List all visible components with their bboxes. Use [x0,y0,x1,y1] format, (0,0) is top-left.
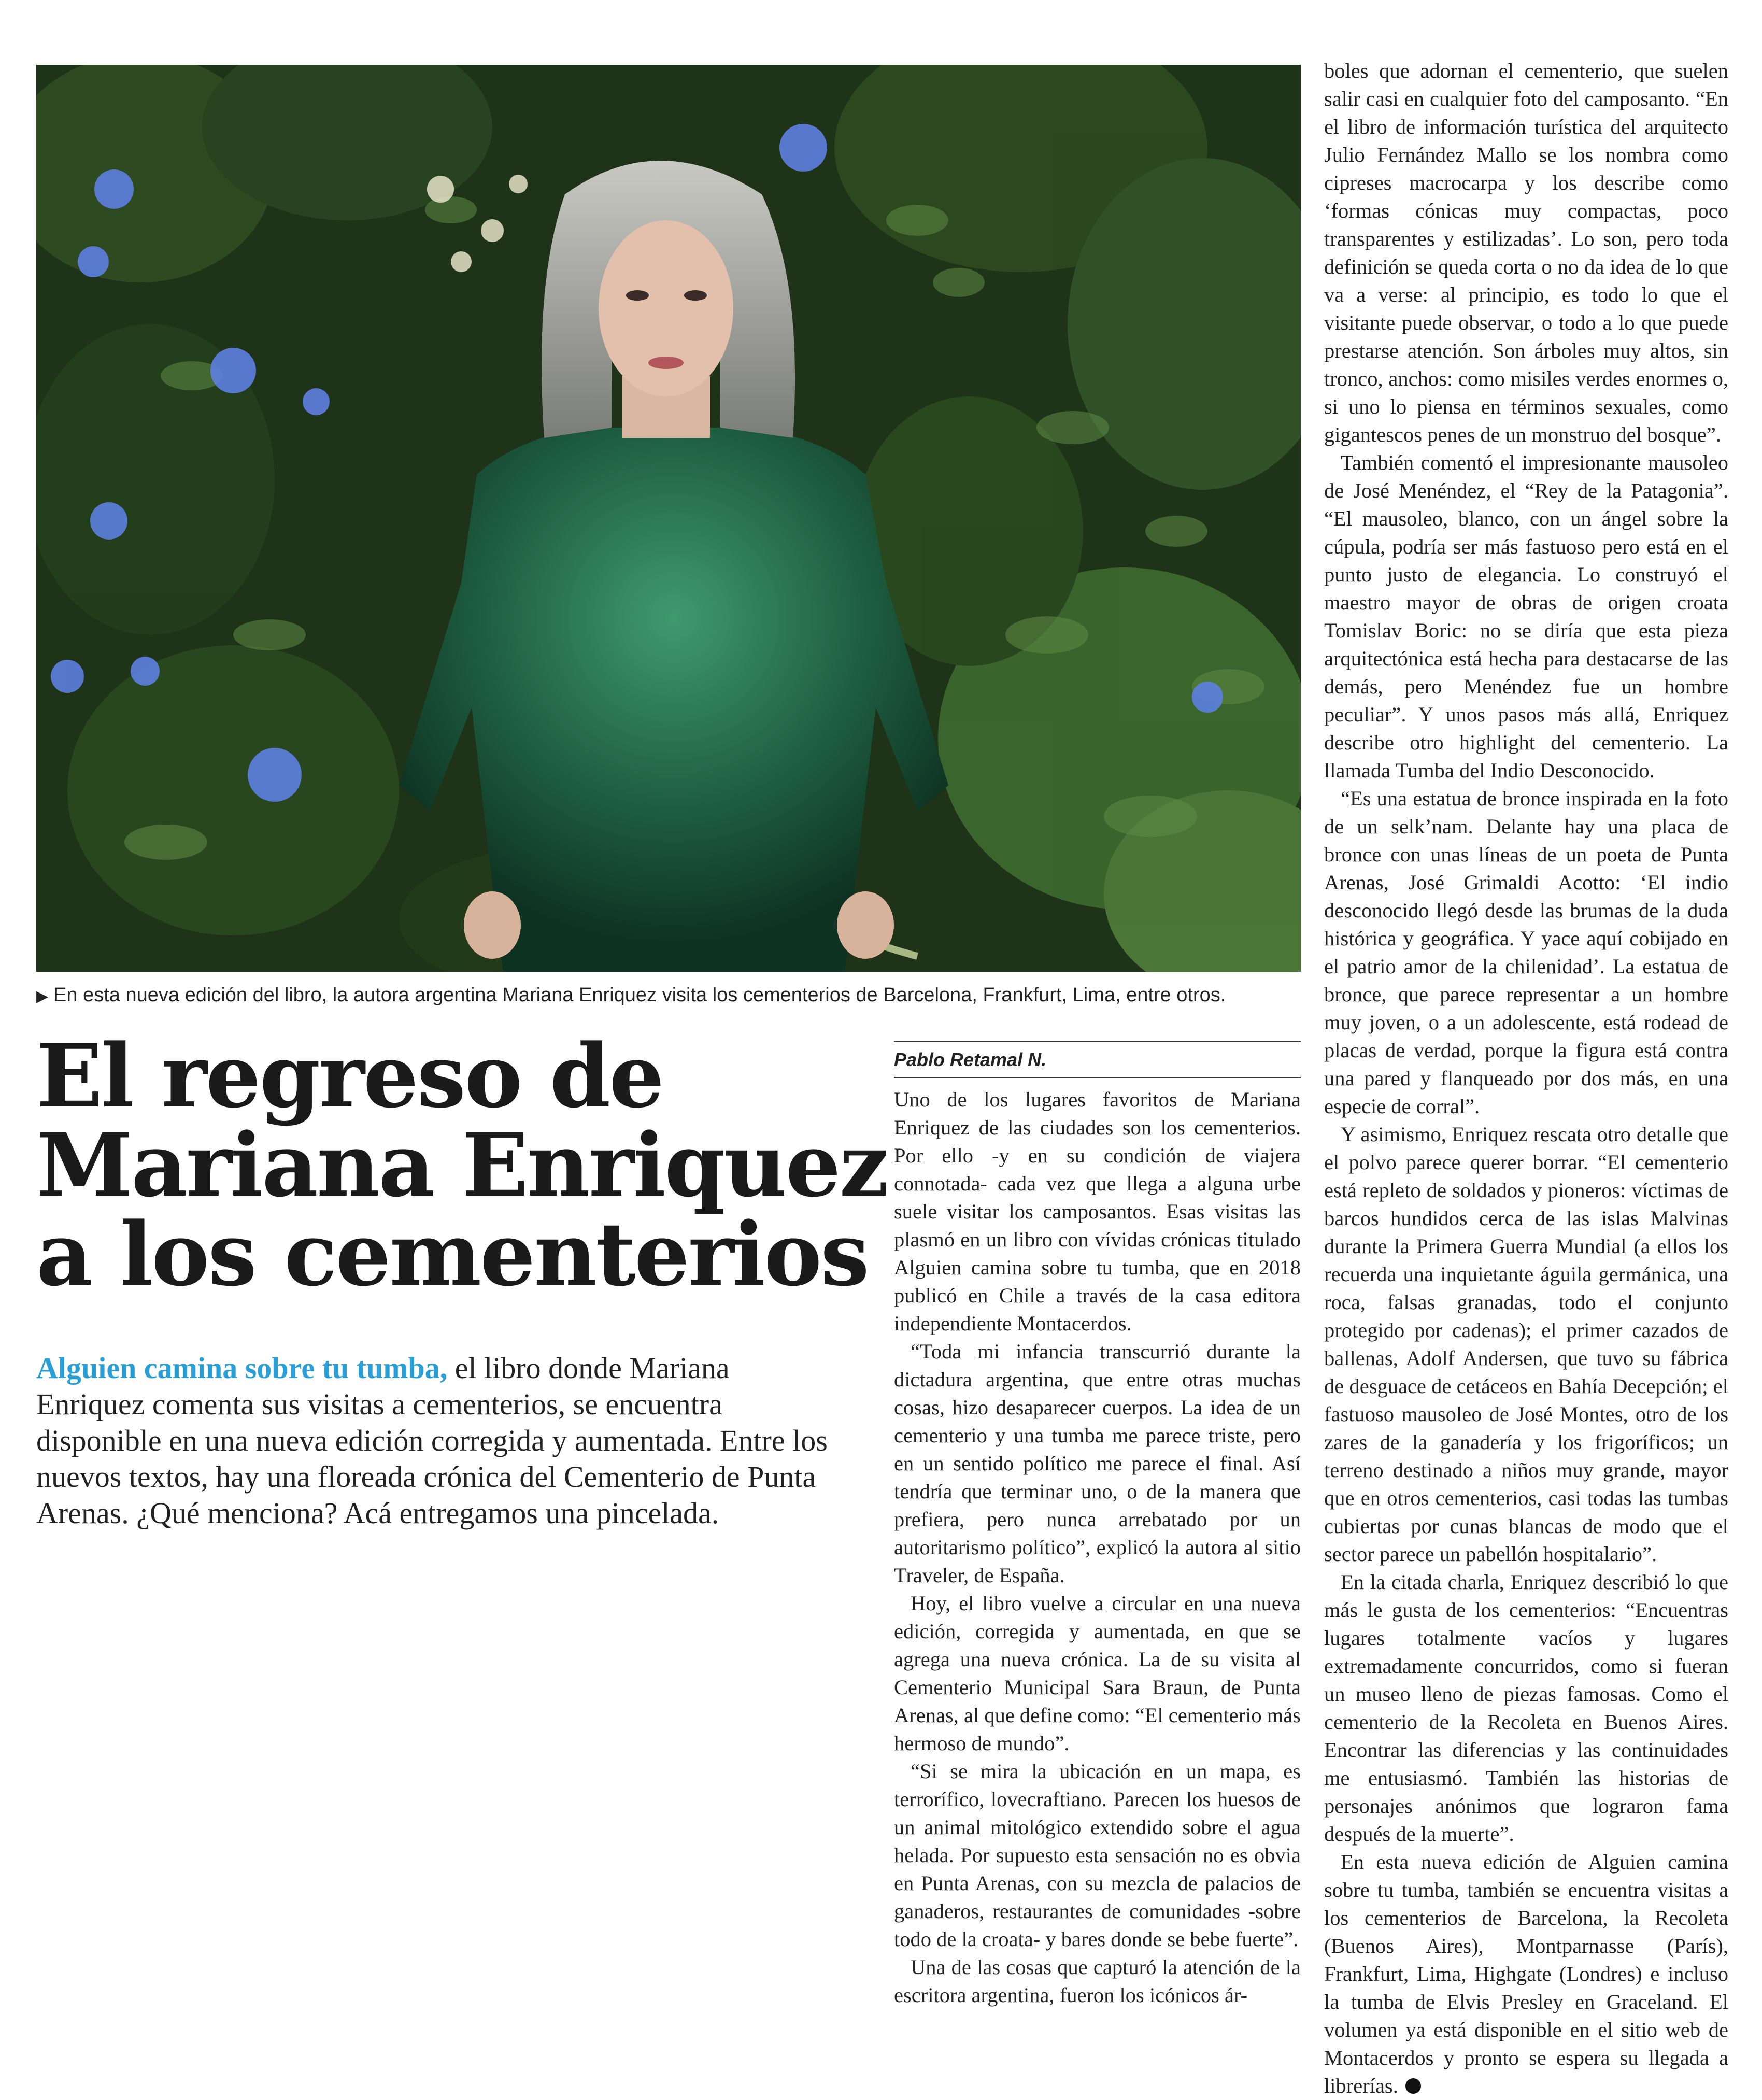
body-paragraph-final [1324,1848,1728,2100]
headline-line-3: a los cementerios [36,1203,868,1306]
body-column-2 [1324,57,1728,2100]
body-paragraph: En la citada charla, Enriquez describió lo que más le gusta de los cementerios: “Encuentras lugares totalmente vacíos y lugares extremadamente concurridos, como si fueran un museo lleno de piezas famosas. Como el cementerio de la Recoleta en Buenos Aires. Encontrar las diferencias y las continuidades me entusiasmó. También las historias de personajes anónimos que lograron fama después de la muerte”. [1324,1570,1728,1846]
headline-line-2: Mariana Enriquez [36,1114,887,1216]
body-paragraph: Y asimismo, Enriquez rescata otro detalle que el polvo parece querer borrar. “El cementerio está repleto de soldados y pioneros: víctimas de barcos hundidos cerca de las islas Malvinas durante la Primera Guerra Mundial (a ellos los recuerda una inquietante águila germánica, una roca, falsas granadas, todo el conjunto protegido por cadenas); el primer cazados de ballenas, Adolf Andersen, que tuvo su fábrica de desguace de cetáceos en Bahía Decepción; el fastuoso mausoleo de José Montes, otro de los zares de la ganadería y los frigoríficos; un terreno destinado a niños muy grande, mayor que en otros cementerios, casi todas las tumbas cubiertas por cunas blancas de modo que el sector parece un pabellón hospitalario”. [1324,1123,1728,1566]
filled-circle-icon [1405,2078,1421,2094]
body-paragraph: “Es una estatua de bronce inspirada en la foto de un selk’nam. Delante hay una placa de bronce con unas líneas de un poeta de Punta Arenas, José Grimaldi Acotto: ‘El indio desconocido llegó desde las brumas de la duda histórica y geográfica. Y yace aquí cobijado en el patrio amor de la chilenidad’. La estatua de bronce, que parece representar a un hombre muy joven, o a un adolescente, está rodead de placas de verdad, porque la figura está contra una pared y flanqueado por dos más, en una especie de corral”. [1324,787,1728,1118]
lead-paragraph [36,1350,845,1531]
body-paragraph: Una de las cosas que capturó la atención de la escritora argentina, fueron los icónicos ár- [894,1955,1301,2007]
body-paragraph: “Toda mi infancia transcurrió durante la dictadura argentina, que entre otras muchas cosas, hizo desaparecer cuerpos. La idea de un cementerio y una tumba me parece triste, pero en un sentido político me parece el final. Así tendría que terminar uno, o de la manera que prefiera, pero nunca arrebatado por un autoritarismo político”, explicó la autora al sitio Traveler, de España. [894,1340,1301,1587]
body-paragraph: Hoy, el libro vuelve a circular en una nueva edición, corregida y aumentada, en que se agrega una nueva crónica. La de su visita al Cementerio Municipal Sara Braun, de Punta Arenas, al que define como: “El cementerio más hermoso de mundo”. [894,1592,1301,1755]
byline-rule-top [894,1041,1301,1042]
body-column-1 [894,1086,1301,2009]
lead-book-title: Alguien camina sobre tu tumba, [36,1351,448,1385]
headline-line-1: El regreso de [36,1025,663,1127]
photo-caption-text: En esta nueva edición del libro, la autora argentina Mariana Enriquez visita los cementerios de Barcelona, Frankfurt, Lima, entre otros. [53,984,1226,1006]
byline-rule-bottom [894,1077,1301,1078]
play-arrow-icon: ▶ [36,988,49,1005]
body-paragraph: boles que adornan el cementerio, que suelen salir casi en cualquier foto del camposanto. “En el libro de información turística del arquitecto Julio Fernández Mallo se los nombra como cipreses macrocarpa y los describe como ‘formas cónicas muy compactas, poco transparentes y estilizadas’. Lo son, pero toda definición se queda corta o no da idea de lo que va a verse: al principio, es todo lo que el visitante puede observar, o todo a lo que puede prestarse atención. Son árboles muy altos, sin tronco, anchos: como misiles verdes enormes o, si uno lo piensa en términos sexuales, como gigantescos penes de un monstruo del bosque”. [1324,59,1728,446]
headline [36,1025,887,1306]
lead-text: el libro donde Mariana Enriquez comenta sus visitas a cementerios, se encuentra disponible en una nueva edición corregida y aumentada. Entre los nuevos textos, hay una floreada crónica del Cementerio de Punta Arenas. ¿Qué menciona? Acá entregamos una pincelada. [36,1351,828,1530]
body-paragraph: “Si se mira la ubicación en un mapa, es terrorífico, lovecraftiano. Parecen los huesos de un animal mitológico extendido sobre el agua helada. Por supuesto esta sensación no es obvia en Punta Arenas, con su mezcla de palacios de ganaderos, restaurantes de comunidades -sobre todo de la croata- y bares donde se bebe fuerte”. [894,1760,1301,1951]
byline: Pablo Retamal N. [894,1049,1047,1070]
final-paragraph-text: En esta nueva edición de Alguien camina sobre tu tumba, también se encuentra visitas a los cementerios de Barcelona, la Recoleta (Buenos Aires), Montparnasse (París), Frankfurt, Lima, Highgate (Londres) e incluso la tumba de Elvis Presley en Graceland. El volumen ya está disponible en el sitio web de Montacerdos y pronto se espera su llegada a librerías. [1324,1850,1728,2097]
body-paragraph: Uno de los lugares favoritos de Mariana Enriquez de las ciudades son los cementerios. Por ello -y en su condición de viajera connotada- cada vez que llega a alguna urbe suele visitar los camposantos. Esas visitas las plasmó en un libro con vívidas crónicas titulado Alguien camina sobre tu tumba, que en 2018 publicó en Chile a través de la casa editora independiente Montacerdos. [894,1088,1301,1335]
body-paragraph: También comentó el impresionante mausoleo de José Menéndez, el “Rey de la Patagonia”. “El mausoleo, blanco, con un ángel sobre la cúpula, podría ser más fastuoso pero está en el punto justo de elegancia. Lo construyó el maestro mayor de obras de origen croata Tomislav Boric: no se diría que esta pieza arquitectónica está hecha para destacarse de las demás, pero Menéndez fue un hombre peculiar”. Y unos pasos más allá, Enriquez describe otro highlight del cementerio. La llamada Tumba del Indio Desconocido. [1324,451,1728,782]
article-photo [36,65,1301,972]
photo-caption [36,982,1301,1010]
